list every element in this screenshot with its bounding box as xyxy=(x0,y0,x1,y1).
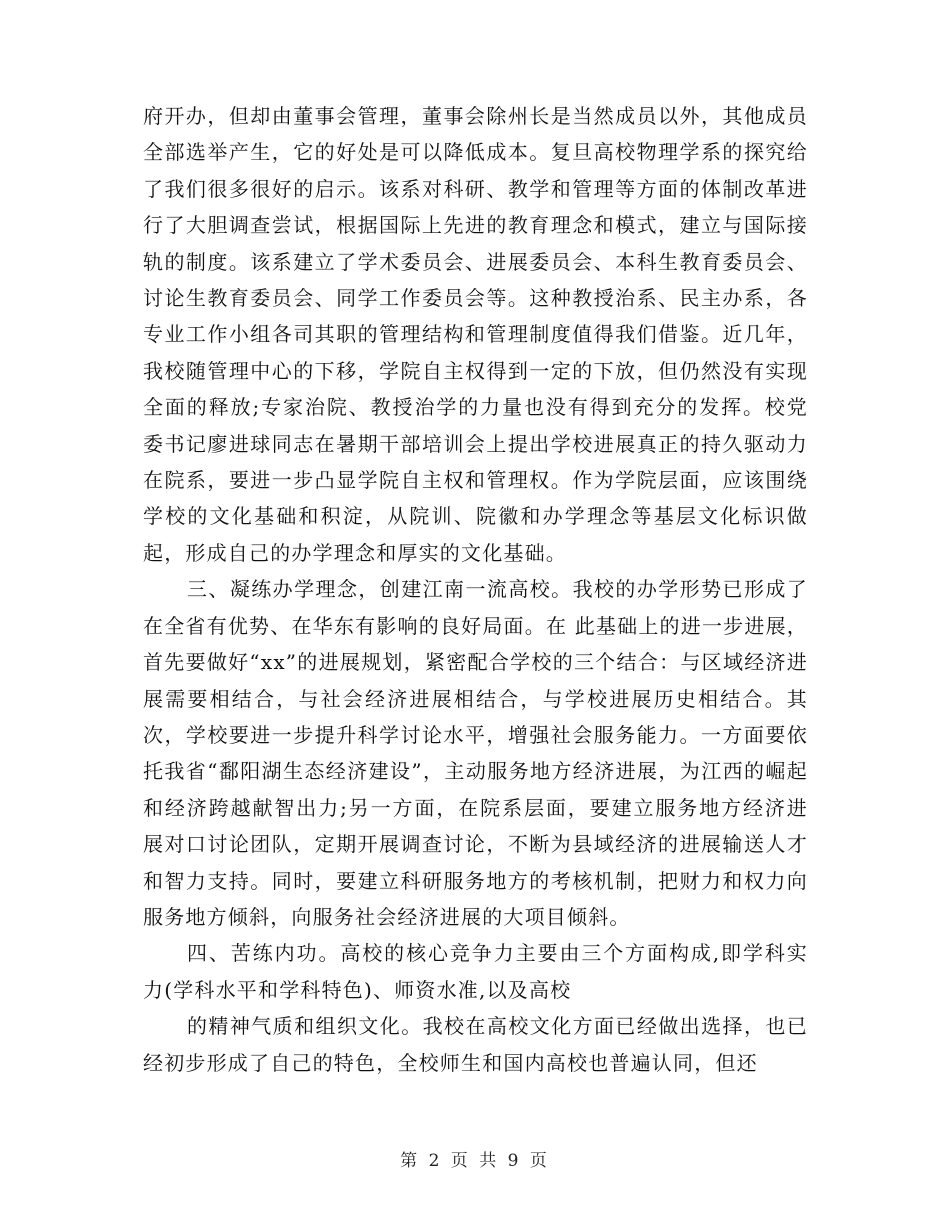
paragraph-continued: 府开办，但却由董事会管理，董事会除州长是当然成员以外，其他成员全部选举产生，它的好处是可以降低成本。复旦高校物理学系的探究给了我们很多很好的启示。该系对科研、教学和管理等方面的体制改革进行了大胆调查尝试，根据国际上先进的教育理念和模式，建立与国际接轨的制度。该系建立了学术委员会、进展委员会、本科生教育委员会、讨论生教育委员会、同学工作委员会等。这种教授治系、民主办系，各专业工作小组各司其职的管理结构和管理制度值得我们借鉴。近几年，我校随管理中心的下移，学院自主权得到一定的下放，但仍然没有实现全面的释放;专家治院、教授治学的力量也没有得到充分的发挥。校党委书记廖进球同志在暑期干部培训会上提出学校进展真正的持久驱动力在院系，要进一步凸显学院自主权和管理权。作为学院层面，应该围绕学校的文化基础和积淀，从院训、院徽和办学理念等基层文化标识做起，形成自己的办学理念和厚实的文化基础。 xyxy=(143,104,808,565)
page-footer xyxy=(0,1146,950,1171)
paragraph-section-four: 四、苦练内功。高校的核心竞争力主要由三个方面构成,即学科实力(学科水平和学科特色)、师资水准,以及高校 xyxy=(143,941,808,1002)
page-number: 第 2 页 共 9 页 xyxy=(400,1151,550,1171)
paragraph-section-four-continued: 的精神气质和组织文化。我校在高校文化方面已经做出选择，也已经初步形成了自己的特色，全校师生和国内高校也普遍认同，但还 xyxy=(143,1014,808,1075)
page-body xyxy=(143,98,808,1081)
paragraph-section-three: 三、凝练办学理念，创建江南一流高校。我校的办学形势已形成了在全省有优势、在华东有影响的良好局面。在 此基础上的进一步进展，首先要做好“xx”的进展规划，紧密配合学校的三个结合：与区域经济进展需要相结合，与社会经济进展相结合，与学校进展历史相结合。其次，学校要进一步提升科学讨论水平，增强社会服务能力。一方面要依托我省“鄱阳湖生态经济建设”，主动服务地方经济进展，为江西的崛起和经济跨越献智出力;另一方面，在院系层面，要建立服务地方经济进展对口讨论团队，定期开展调查讨论，不断为县域经济的进展输送人才和智力支持。同时，要建立科研服务地方的考核机制，把财力和权力向服务地方倾斜，向服务社会经济进展的大项目倾斜。 xyxy=(143,577,808,929)
